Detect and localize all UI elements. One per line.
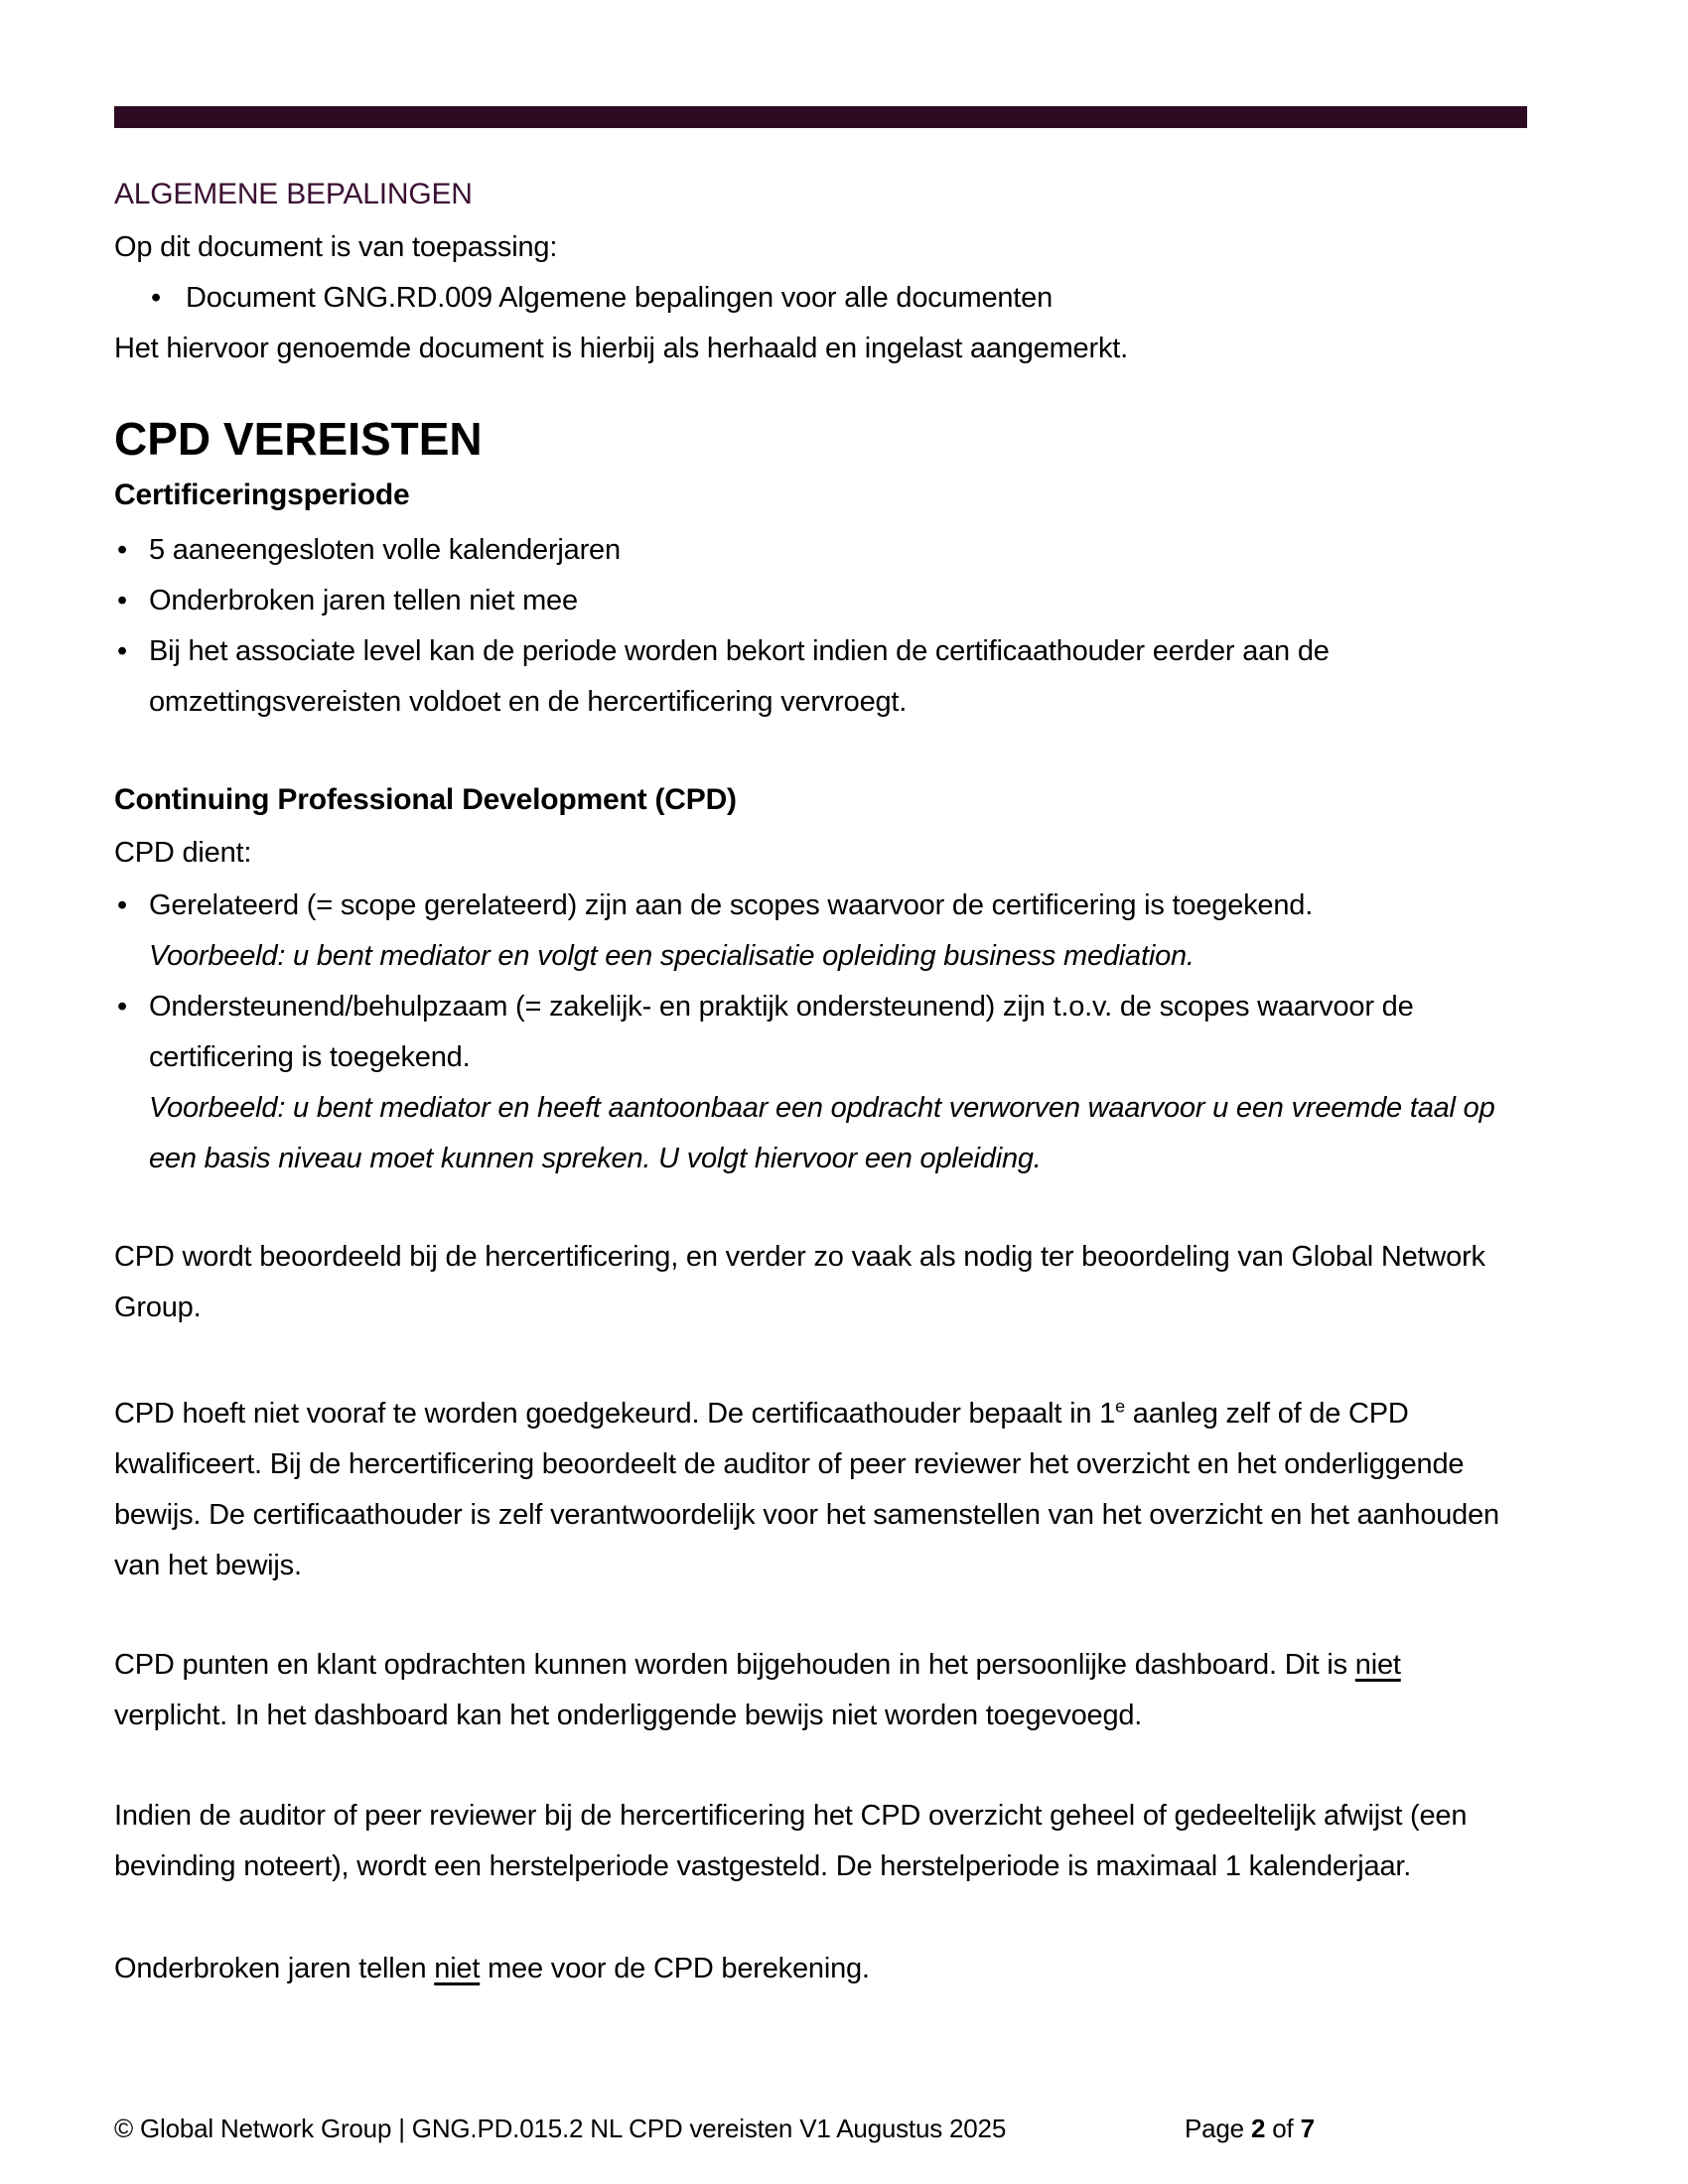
footer-copyright: © Global Network Group | GNG.PD.015.2 NL CPD vereisten V1 Augustus 2025 [114,2114,1007,2143]
paragraph-text: CPD hoeft niet vooraf te worden goedgekeurd. De certificaathouder bepaalt in 1 [114,1398,1116,1430]
paragraph-text: aanleg zelf of de CPD kwalificeert. Bij de hercertificering beoordeelt de auditor of peer reviewer het overzicht en het onderliggende bewijs. De certificaathouder is zelf verantwoordelijk voor het samenstellen van het overzicht en het aanhouden van het bewijs. [114,1398,1499,1581]
paragraph-text: mee voor de CPD berekening. [480,1953,870,1984]
bullet-icon [117,982,127,1032]
paragraph-text: Onderbroken jaren tellen [114,1953,435,1984]
footer-page-number: 2 [1250,2114,1266,2143]
page-footer [114,2113,1520,2144]
document-body [114,177,1520,1994]
heading-certificeringsperiode: Certificeringsperiode [114,478,410,511]
heading-continuing-professional-development: Continuing Professional Development (CPD) [114,783,737,816]
algemene-bullet-list [114,273,1520,324]
bullet-icon [117,881,127,931]
list-item-text: 5 aaneengesloten volle kalenderjaren [149,534,621,566]
footer-page-total: 7 [1300,2114,1315,2143]
paragraph-dashboard [114,1640,1520,1741]
paragraph-onderbroken-jaren [114,1944,1520,1994]
list-item-text: Bij het associate level kan de periode worden bekort indien de certificaathouder eerder aan de omzettingsvereisten voldoet en de hercertificering vervroegt. [149,635,1330,718]
bullet-icon [117,525,127,576]
cpd-dient-bullet-list [114,881,1520,1184]
paragraph-toepassing: Op dit document is van toepassing: [114,231,558,263]
list-item-text: Gerelateerd (= scope gerelateerd) zijn aan de scopes waarvoor de certificering is toegekend. [149,889,1314,921]
page-title-cpd-vereisten: CPD VEREISTEN [114,413,483,465]
footer-page-word: Page [1185,2114,1251,2143]
certificeringsperiode-bullet-list [114,525,1520,728]
paragraph-cpd-dient: CPD dient: [114,837,252,869]
header-rule [114,106,1527,128]
paragraph-beoordeling: CPD wordt beoordeeld bij de hercertificering, en verder zo vaak als nodig ter beoordeling van Global Network Group. [114,1241,1485,1323]
superscript-e: e [1115,1396,1125,1417]
example-text: Voorbeeld: u bent mediator en heeft aantoonbaar een opdracht verworven waarvoor u een vreemde taal op een basis niveau moet kunnen spreken. U volgt hiervoor een opleiding. [149,1092,1495,1174]
bullet-icon [151,273,161,324]
paragraph-text: CPD punten en klant opdrachten kunnen worden bijgehouden in het persoonlijke dashboard. Dit is [114,1649,1355,1681]
list-item [114,576,1520,626]
list-item [114,273,1520,324]
list-item-text: Ondersteunend/behulpzaam (= zakelijk- en praktijk ondersteunend) zijn t.o.v. de scopes waarvoor de certificering is toegekend. [149,991,1414,1073]
paragraph-herstelperiode: Indien de auditor of peer reviewer bij de hercertificering het CPD overzicht geheel of gedeeltelijk afwijst (een bevinding noteert), wordt een herstelperiode vastgesteld. De herstelperiode is maximaal 1 kalenderjaar. [114,1800,1468,1882]
paragraph-goedkeuring [114,1389,1520,1591]
list-item [114,881,1520,982]
list-item [114,982,1520,1184]
bullet-icon [117,626,127,677]
list-item-text: Onderbroken jaren tellen niet mee [149,585,578,616]
underlined-word: niet [434,1953,481,1984]
example-text: Voorbeeld: u bent mediator en volgt een specialisatie opleiding business mediation. [149,940,1195,972]
list-item [114,525,1520,576]
bullet-icon [117,576,127,626]
footer-of-word: of [1265,2114,1301,2143]
list-item-text: Document GNG.RD.009 Algemene bepalingen voor alle documenten [186,282,1054,314]
paragraph-herhaald-ingelast: Het hiervoor genoemde document is hierbij als herhaald en ingelast aangemerkt. [114,333,1128,364]
section-title-algemene-bepalingen: ALGEMENE BEPALINGEN [114,178,473,210]
list-item [114,626,1520,728]
paragraph-text: verplicht. In het dashboard kan het onderliggende bewijs niet worden toegevoegd. [114,1700,1143,1731]
footer-page-indicator [1185,2113,1315,2144]
underlined-word: niet [1354,1649,1401,1681]
